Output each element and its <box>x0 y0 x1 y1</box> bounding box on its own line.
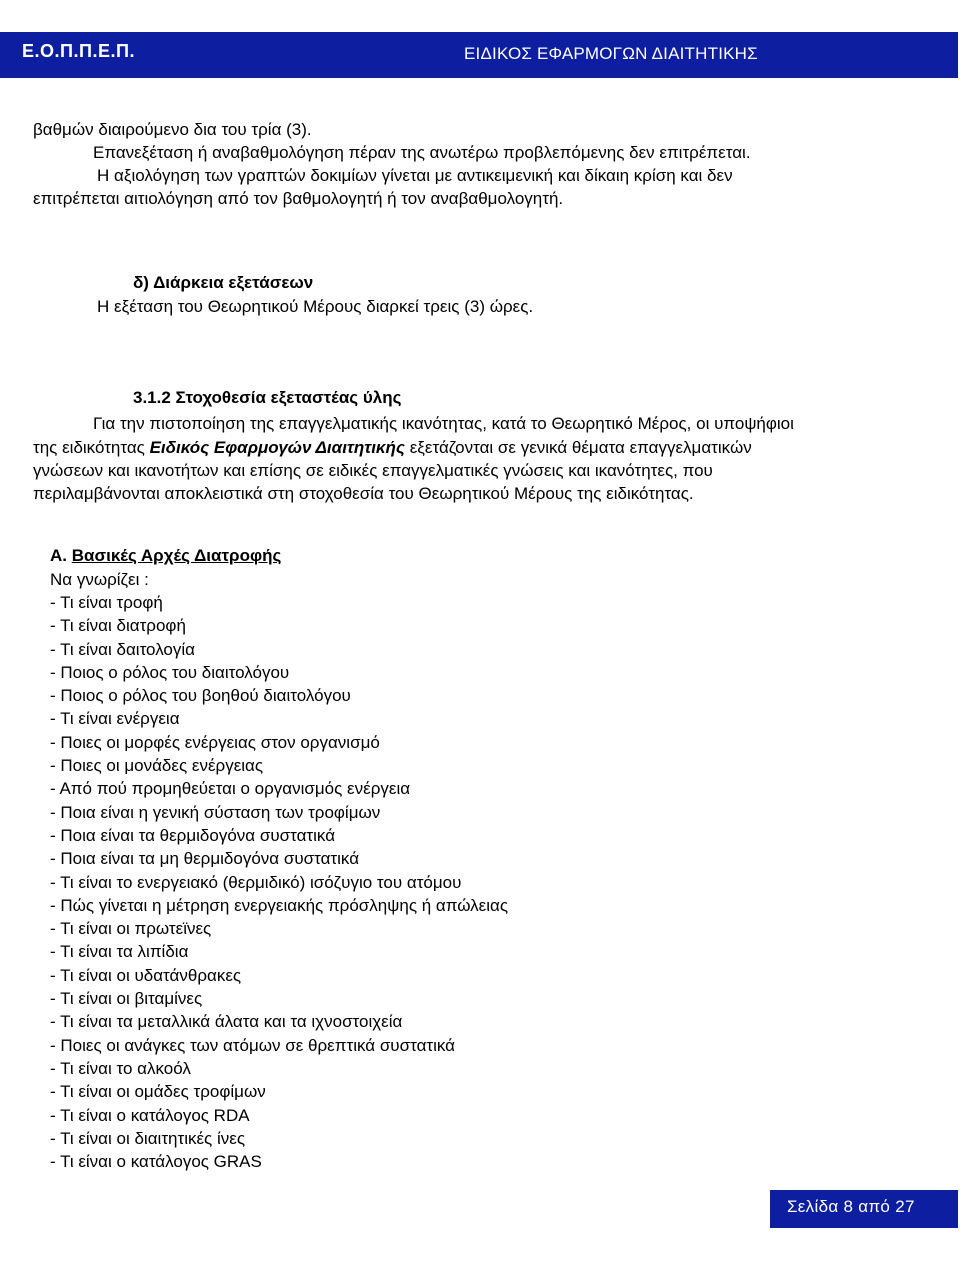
section-312-line-2-post: εξετάζονται σε γενικά θέματα επαγγελματικών <box>404 438 752 457</box>
header-specialty: ΕΙΔΙΚΟΣ ΕΦΑΡΜΟΓΩΝ ΔΙΑΙΤΗΤΙΚΗΣ <box>464 44 758 63</box>
list-item: - Τι είναι οι βιταμίνες <box>50 989 203 1009</box>
list-item: - Ποιες οι μορφές ενέργειας στον οργανισμό <box>50 732 380 752</box>
list-item: - Ποια είναι η γενική σύσταση των τροφίμων <box>50 802 381 822</box>
list-item: - Ποιος ο ρόλος του βοηθού διαιτολόγου <box>50 686 351 706</box>
header-org: Ε.Ο.Π.Π.Ε.Π. <box>22 41 136 61</box>
list-item: - Τι είναι διατροφή <box>50 616 186 636</box>
page-header <box>0 32 958 78</box>
page-footer <box>770 1190 958 1228</box>
section-312-line-2-pre: της ειδικότητας <box>33 438 150 457</box>
list-item: - Τι είναι τα μεταλλικά άλατα και τα ιχνοστοιχεία <box>50 1012 403 1032</box>
section-312-line-3: γνώσεων και ικανοτήτων και επίσης σε ειδικές επαγγελματικές γνώσεις και ικανότητες, που <box>33 461 713 480</box>
intro-line-4: επιτρέπεται αιτιολόγηση από τον βαθμολογητή ή τον αναβαθμολογητή. <box>33 189 564 208</box>
section-a-heading <box>50 545 281 567</box>
list-item: - Τι είναι οι πρωτεϊνες <box>50 919 212 939</box>
section-a-title: Βασικές Αρχές Διατροφής <box>71 546 282 565</box>
specialty-name-emphasis: Ειδικός Εφαρμογών Διαιτητικής <box>149 438 405 457</box>
section-d-heading: δ) Διάρκεια εξετάσεων <box>133 273 314 292</box>
list-item: - Ποιες οι ανάγκες των ατόμων σε θρεπτικά συστατικά <box>50 1035 456 1055</box>
section-312-line-2 <box>33 437 752 459</box>
list-item: - Τι είναι ο κατάλογος GRAS <box>50 1152 262 1172</box>
section-a-intro: Να γνωρίζει : <box>50 570 149 589</box>
list-item: - Ποια είναι τα θερμιδογόνα συστατικά <box>50 825 336 845</box>
list-item: - Τι είναι τροφή <box>50 593 163 612</box>
list-item: - Τι είναι δαιτολογία <box>50 639 195 659</box>
list-item: - Ποιος ο ρόλος του διαιτολόγου <box>50 662 290 682</box>
list-item: - Τι είναι οι υδατάνθρακες <box>50 965 242 985</box>
list-item: - Τι είναι ενέργεια <box>50 709 180 729</box>
list-item: - Ποιες οι μονάδες ενέργειας <box>50 756 264 776</box>
list-item: - Τι είναι τα λιπίδια <box>50 942 189 962</box>
list-item: - Τι είναι το αλκοόλ <box>50 1058 191 1078</box>
list-item: - Από πού προμηθεύεται ο οργανισμός ενέργεια <box>50 779 411 799</box>
list-item: - Τι είναι οι ομάδες τροφίμων <box>50 1082 266 1102</box>
section-312-line-4: περιλαμβάνονται αποκλειστικά στη στοχοθεσία του Θεωρητικού Μέρους της ειδικότητας. <box>33 484 694 503</box>
intro-line-3: Η αξιολόγηση των γραπτών δοκιμίων γίνεται με αντικειμενική και δίκαιη κρίση και δεν <box>97 166 733 185</box>
list-item: - Ποια είναι τα μη θερμιδογόνα συστατικά <box>50 849 360 869</box>
list-item: - Πώς γίνεται η μέτρηση ενεργειακής πρόσληψης ή απώλειας <box>50 895 509 915</box>
section-312-heading: 3.1.2 Στοχοθεσία εξεταστέας ύλης <box>133 388 402 407</box>
list-item: - Τι είναι το ενεργειακό (θερμιδικό) ισόζυγιο του ατόμου <box>50 872 462 892</box>
knowledge-list <box>50 591 508 1173</box>
section-a-letter: Α. <box>50 546 67 565</box>
list-item: - Τι είναι οι διαιτητικές ίνες <box>50 1128 246 1148</box>
intro-line-1: βαθμών διαιρούμενο δια του τρία (3). <box>33 120 312 139</box>
list-item: - Τι είναι ο κατάλογος RDA <box>50 1105 250 1125</box>
section-312-line-1: Για την πιστοποίηση της επαγγελματικής ικανότητας, κατά το Θεωρητικό Μέρος, οι υποψήφιοι <box>93 414 794 433</box>
page-number: Σελίδα 8 από 27 <box>787 1197 915 1216</box>
intro-line-2: Επανεξέταση ή αναβαθμολόγηση πέραν της ανωτέρω προβλεπόμενης δεν επιτρέπεται. <box>93 143 751 162</box>
section-d-text: Η εξέταση του Θεωρητικού Μέρους διαρκεί τρεις (3) ώρες. <box>97 297 534 316</box>
